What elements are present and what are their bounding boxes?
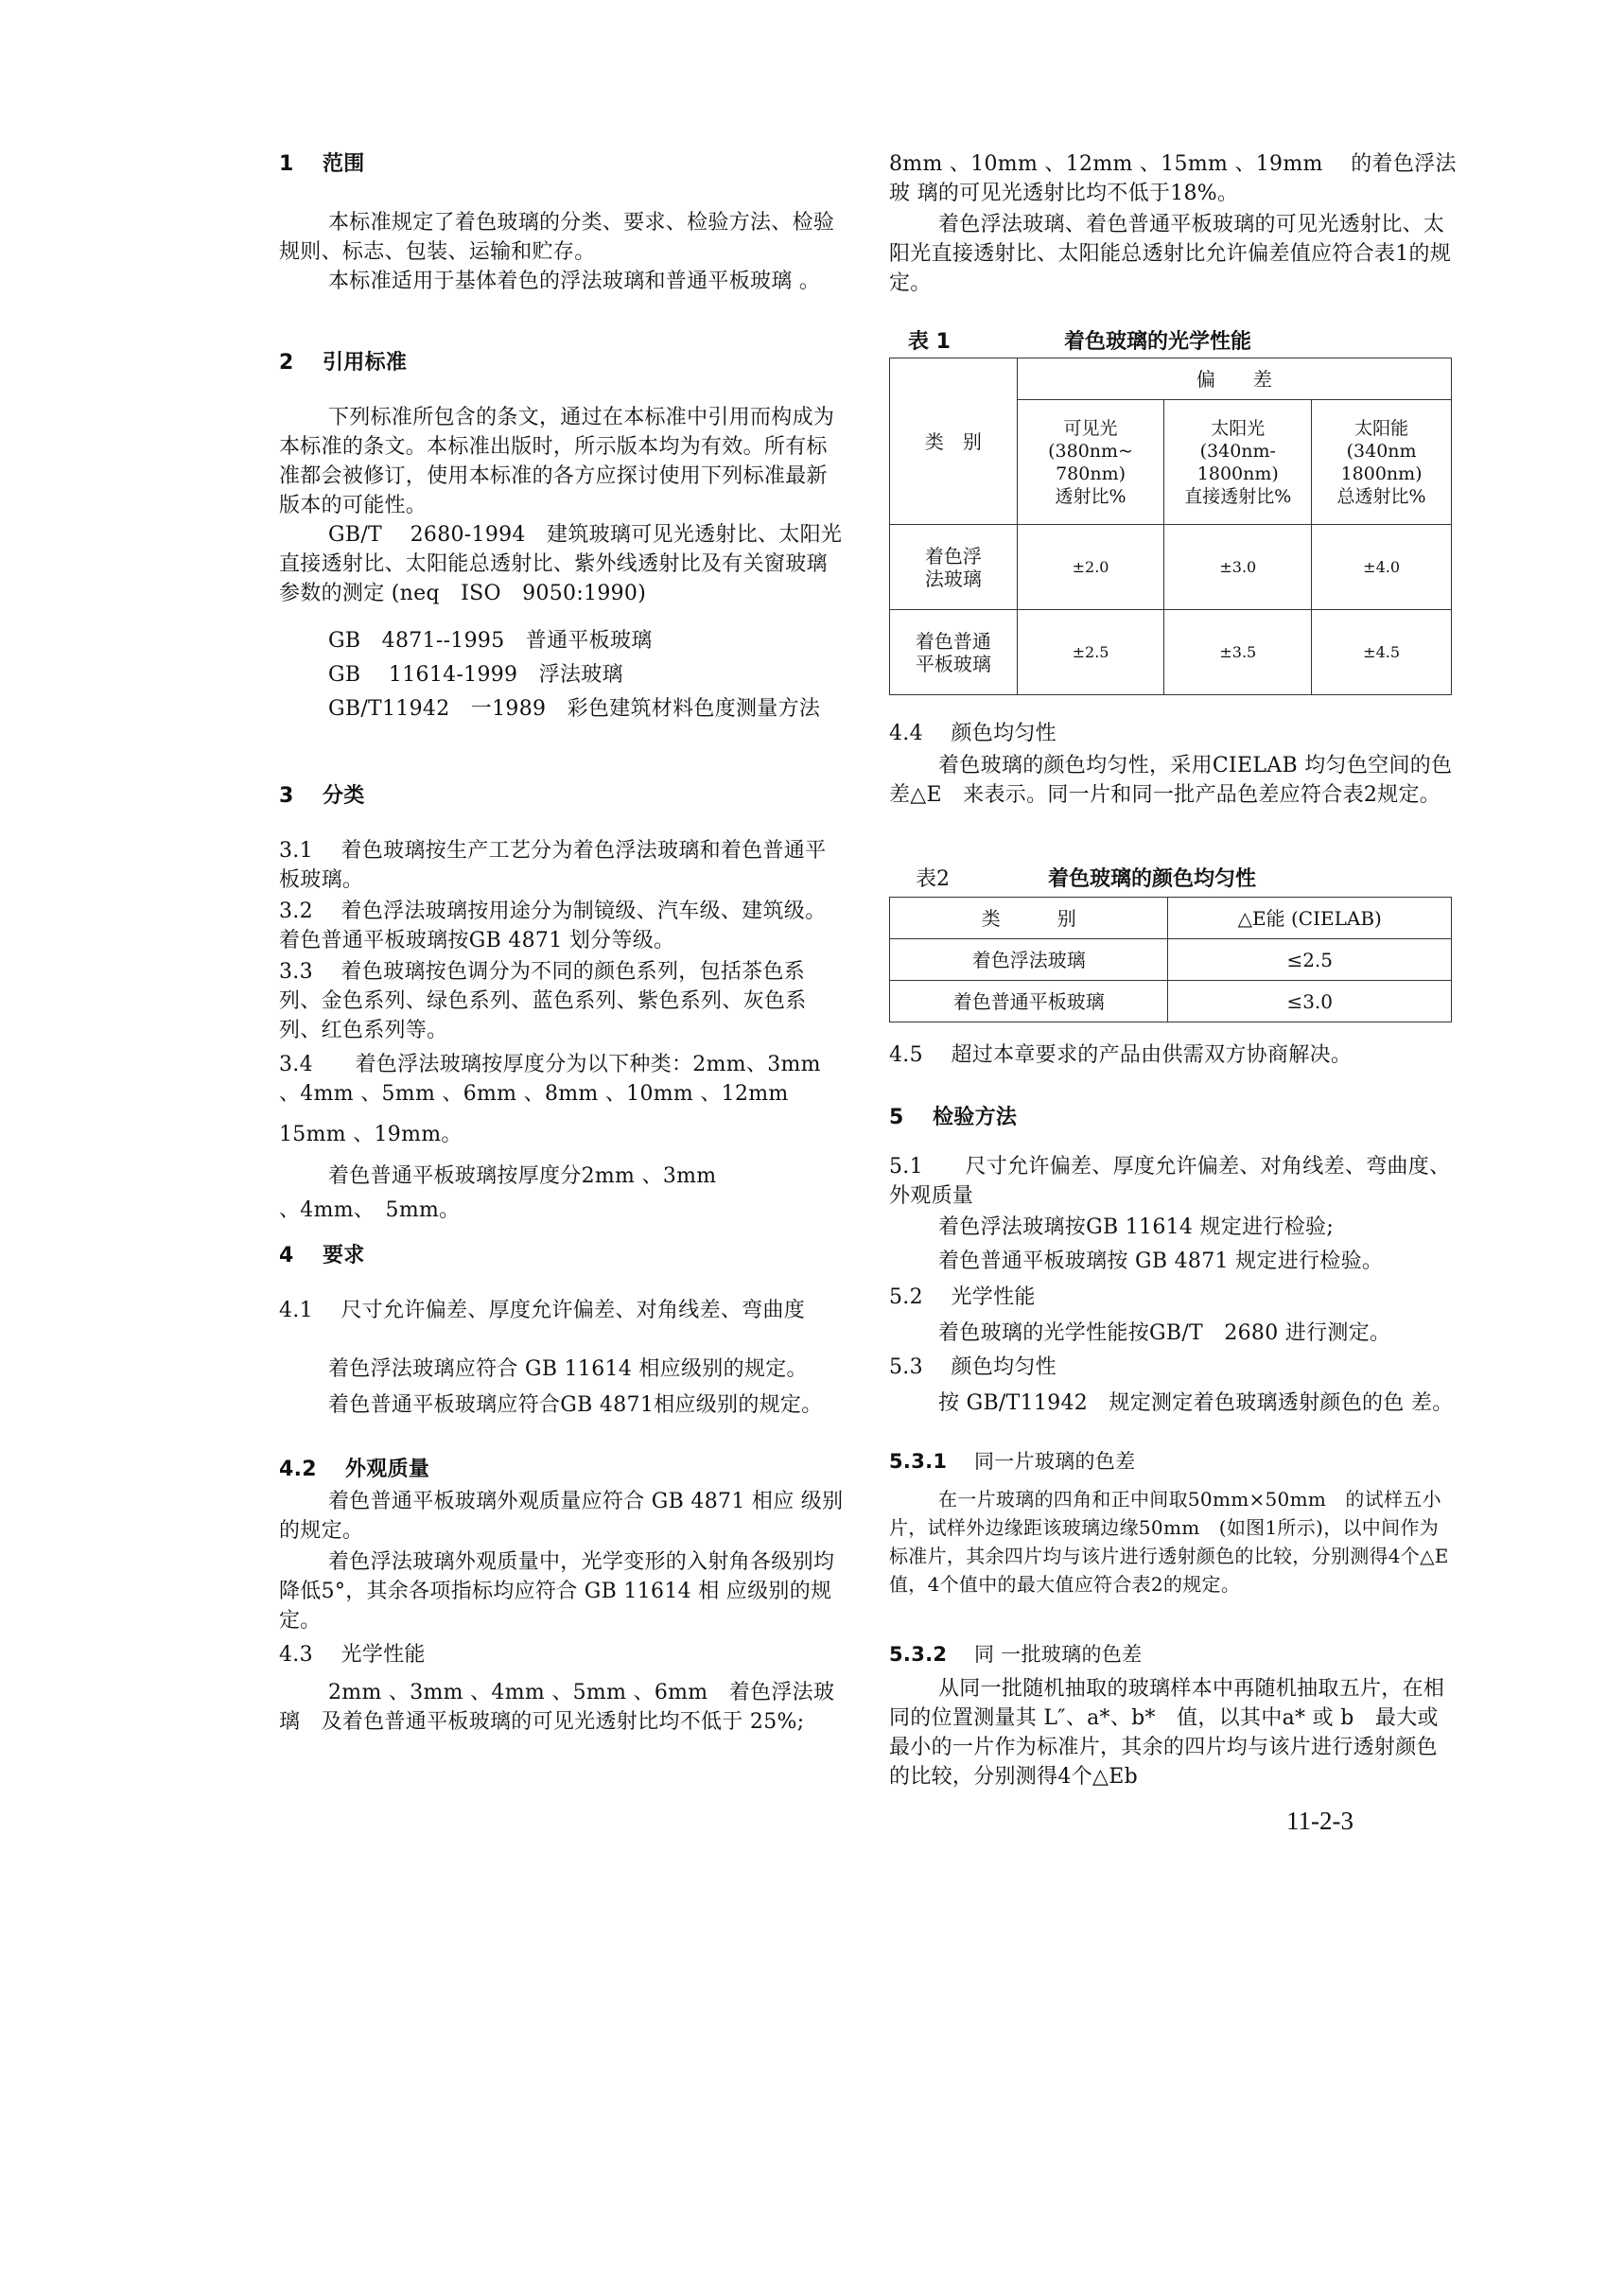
table-row [890, 525, 1452, 610]
section-3-heading: 3 分类 [279, 784, 365, 808]
table-row [890, 981, 1452, 1022]
table-2-category-header: 类 别 [890, 898, 1168, 939]
clause-4-3-deviation: 着色浮法玻璃、着色普通平板玻璃的可见光透射比、太阳光直接透射比、太阳能总透射比允许偏差值应符合表1的规定。 [889, 213, 1452, 295]
clause-3-4-plate-thickness-continued: 、4mm、 5mm。 [279, 1198, 461, 1222]
table-1-cell: ±2.0 [1017, 525, 1164, 610]
table-1-deviation-header: 偏 差 [1017, 358, 1451, 400]
clause-4-2-heading: 4.2 外观质量 [279, 1458, 430, 1481]
clause-5-1: 5.1 尺寸允许偏差、厚度允许偏差、对角线差、弯曲度、外观质量 [889, 1155, 1451, 1208]
table-2-row-2-name: 着色普通平板玻璃 [890, 981, 1168, 1022]
table-1 [889, 358, 1452, 695]
clause-3-4: 3.4 着色浮法玻璃按厚度分为以下种类：2mm、3mm 、4mm 、5mm 、6mm 、8mm 、10mm 、12mm [279, 1053, 821, 1106]
page-number: 11-2-3 [1286, 1807, 1353, 1835]
table-1-cell: ±3.5 [1164, 610, 1312, 695]
clause-5-3: 5.3 颜色均匀性 [889, 1355, 1056, 1379]
clause-5-2-text: 着色玻璃的光学性能按GB/T 2680 进行测定。 [938, 1321, 1391, 1345]
table-2-title: 着色玻璃的颜色均匀性 [1048, 867, 1257, 891]
table-1-visible-header: 可见光 (380nm~ 780nm) 透射比% [1017, 400, 1164, 525]
clause-3-4-plate-thickness: 着色普通平板玻璃按厚度分2mm 、3mm [328, 1164, 717, 1188]
clause-4-2-float: 着色浮法玻璃外观质量中，光学变形的入射角各级别均降低5°，其余各项指标均应符合 GB 11614 相 应级别的规定。 [279, 1550, 835, 1633]
table-1-solar-total-header: 太阳能 (340nm 1800nm) 总透射比% [1312, 400, 1452, 525]
table-2-row-2-value: ≤3.0 [1168, 981, 1452, 1022]
table-row [890, 939, 1452, 981]
section-1-heading: 1 范围 [279, 152, 365, 176]
clause-4-1-plate: 着色普通平板玻璃应符合GB 4871相应级别的规定。 [328, 1393, 823, 1417]
clause-5-3-1-heading: 5.3.1 同一片玻璃的色差 [889, 1450, 1136, 1473]
section-5-heading: 5 检验方法 [889, 1106, 1018, 1129]
clause-3-1: 3.1 着色玻璃按生产工艺分为着色浮法玻璃和着色普通平板玻璃。 [279, 839, 827, 892]
table-1-cell: ±2.5 [1017, 610, 1164, 695]
clause-4-1: 4.1 尺寸允许偏差、厚度允许偏差、对角线差、弯曲度 [279, 1299, 806, 1322]
clause-4-3-thin: 2mm 、3mm 、4mm 、5mm 、6mm 着色浮法玻 璃 及着色普通平板玻璃的可见光透射比均不低于 25%; [279, 1681, 856, 1734]
table-1-row-1-name: 着色浮 法玻璃 [890, 525, 1018, 610]
clause-5-3-2-text: 从同一批随机抽取的玻璃样本中再随机抽取五片，在相同的位置测量其 L″、a*、b* 值，以其中a* 或 b 最大或最小的一片作为标准片，其余的四片均与该片进行透射颜色的比较，分别测得4个△Eb [889, 1677, 1445, 1789]
clause-4-4-text: 着色玻璃的颜色均匀性，采用CIELAB 均匀色空间的色差△E 来表示。同一片和同一批产品色差应符合表2规定。 [889, 754, 1453, 807]
reference-gbt-11942: GB/T11942 一1989 彩色建筑材料色度测量方法 [328, 697, 821, 721]
clause-3-4-continued: 15mm 、19mm。 [279, 1123, 463, 1146]
table-1-title: 着色玻璃的光学性能 [1064, 330, 1252, 354]
table-1-solar-direct-header: 太阳光 (340nm- 1800nm) 直接透射比% [1164, 400, 1312, 525]
table-2-row-1-name: 着色浮法玻璃 [890, 939, 1168, 981]
clause-5-3-1-text: 在一片玻璃的四角和正中间取50mm×50mm 的试样五小片，试样外边缘距该玻璃边缘50mm (如图1所示)，以中间作为标准片，其余四片均与该片进行透射颜色的比较，分别测得4个△E 值，4个值中的最大值应符合表2的规定。 [889, 1488, 1469, 1596]
reference-gb-4871: GB 4871--1995 普通平板玻璃 [328, 629, 653, 653]
table-1-cell: ±4.5 [1312, 610, 1452, 695]
clause-5-1-float: 着色浮法玻璃按GB 11614 规定进行检验; [938, 1215, 1335, 1239]
reference-gb-11614: GB 11614-1999 浮法玻璃 [328, 663, 623, 687]
table-row [890, 610, 1452, 695]
clause-4-1-float: 着色浮法玻璃应符合 GB 11614 相应级别的规定。 [328, 1357, 808, 1381]
table-1-cell: ±4.0 [1312, 525, 1452, 610]
section-2-heading: 2 引用标准 [279, 351, 408, 375]
clause-3-3: 3.3 着色玻璃按色调分为不同的颜色系列，包括茶色系列、金色系列、绿色系列、蓝色系列、紫色系列、灰色系列、红色系列等。 [279, 960, 807, 1042]
section-1-paragraph-2: 本标准适用于基体着色的浮法玻璃和普通平板玻璃 。 [328, 270, 821, 293]
table-1-label: 表 1 [908, 330, 951, 354]
clause-4-3: 4.3 光学性能 [279, 1643, 426, 1667]
clause-5-3-2-heading: 5.3.2 同 一批玻璃的色差 [889, 1643, 1143, 1666]
table-1-row-2-name: 着色普通 平板玻璃 [890, 610, 1018, 695]
clause-4-2-plate: 着色普通平板玻璃外观质量应符合 GB 4871 相应 级别的规定。 [279, 1490, 844, 1543]
table-2 [889, 897, 1452, 1022]
clause-4-5: 4.5 超过本章要求的产品由供需双方协商解决。 [889, 1043, 1353, 1067]
clause-4-3-thick: 8mm 、10mm 、12mm 、15mm 、19mm 的着色浮法玻 璃的可见光透射比均不低于18%。 [889, 152, 1457, 205]
clause-4-4: 4.4 颜色均匀性 [889, 722, 1056, 745]
section-1-paragraph-1: 本标准规定了着色玻璃的分类、要求、检验方法、检验规则、标志、包装、运输和贮存。 [279, 211, 835, 264]
table-2-row-1-value: ≤2.5 [1168, 939, 1452, 981]
section-2-paragraph: 下列标准所包含的条文，通过在本标准中引用而构成为本标准的条文。本标准出版时，所示版本均为有效。所有标准都会被修订，使用本标准的各方应探讨使用下列标准最新版本的可能性。 [279, 406, 835, 517]
table-2-label: 表2 [916, 867, 950, 891]
reference-gbt-2680: GB/T 2680-1994 建筑玻璃可见光透射比、太阳光直接透射比、太阳能总透射比、紫外线透射比及有关窗玻璃参数的测定 (neq ISO 9050:1990) [279, 523, 843, 605]
table-1-cell: ±3.0 [1164, 525, 1312, 610]
clause-5-2: 5.2 光学性能 [889, 1285, 1036, 1309]
clause-5-3-text: 按 GB/T11942 规定测定着色玻璃透射颜色的色 差。 [938, 1391, 1454, 1415]
clause-5-1-plate: 着色普通平板玻璃按 GB 4871 规定进行检验。 [938, 1249, 1384, 1273]
table-1-category-header: 类 别 [890, 358, 1018, 525]
clause-3-2: 3.2 着色浮法玻璃按用途分为制镜级、汽车级、建筑级。着色普通平板玻璃按GB 4871 划分等级。 [279, 900, 827, 952]
table-2-value-header: △E能 (CIELAB) [1168, 898, 1452, 939]
section-4-heading: 4 要求 [279, 1244, 365, 1267]
